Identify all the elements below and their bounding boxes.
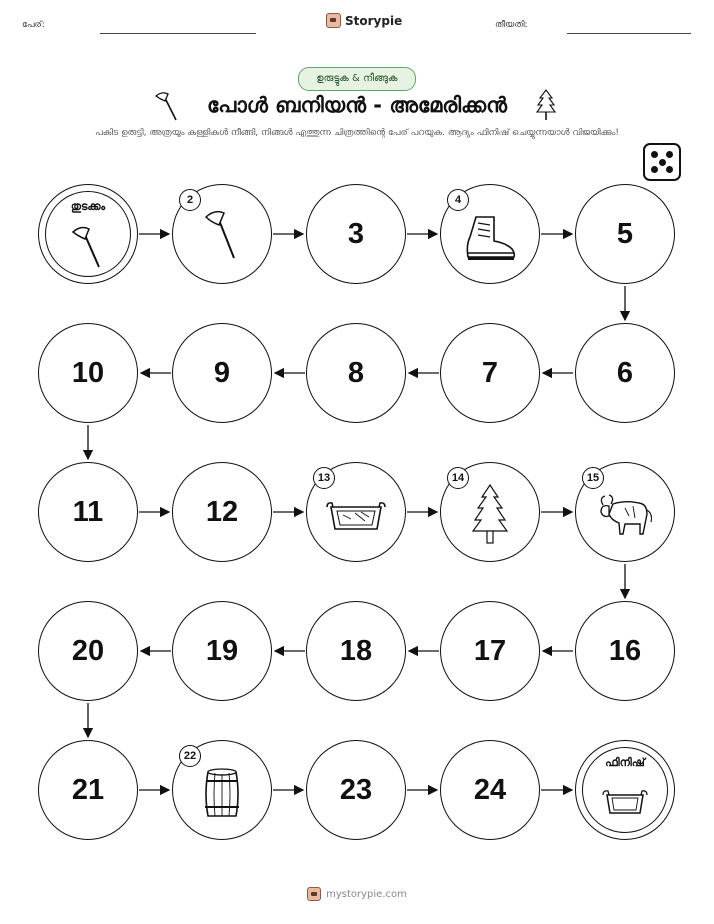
board-space — [172, 184, 272, 284]
space-number: 10 — [71, 356, 105, 389]
axe-icon — [200, 207, 244, 261]
space-number: 12 — [205, 495, 239, 528]
space-number: 24 — [473, 773, 507, 806]
board-space — [38, 601, 138, 701]
storypie-logo-icon — [307, 887, 321, 901]
space-number-badge: 4 — [447, 189, 469, 211]
board-space — [440, 462, 540, 562]
pine-tree-icon — [470, 483, 510, 545]
instructions: പകിട ഉരുട്ടി, അത്രയും കള്ളികൾ നീങ്ങി, നിങ്ങൾ എത്തുന്ന ചിത്രത്തിന്റെ പേര് പറയുക. ആദ്യം ഫിനിഷ് ചെയ്യുന്നയാൾ വിജയിക്കും! — [95, 128, 619, 138]
space-number: 3 — [347, 217, 365, 250]
baking-pan-icon — [325, 497, 387, 535]
space-number: 8 — [347, 356, 365, 389]
space-number: 17 — [473, 634, 507, 667]
axe-icon — [68, 223, 108, 269]
start-label: തുടക്കം — [70, 200, 106, 213]
board-space — [172, 323, 272, 423]
space-number: 9 — [213, 356, 231, 389]
footer-site: mystorypie.com — [326, 888, 407, 900]
board-space — [38, 462, 138, 562]
board-space — [38, 740, 138, 840]
board-space — [440, 601, 540, 701]
space-number: 18 — [339, 634, 373, 667]
space-number: 19 — [205, 634, 239, 667]
space-number: 7 — [481, 356, 499, 389]
start-space — [38, 184, 138, 284]
space-number: 23 — [339, 773, 373, 806]
barrel-icon — [202, 768, 242, 820]
board-space — [575, 184, 675, 284]
space-number: 21 — [71, 773, 105, 806]
name-label: പേര്: — [22, 20, 45, 30]
baking-pan-icon — [602, 787, 648, 817]
space-number-badge: 13 — [313, 467, 335, 489]
space-number: 16 — [608, 634, 642, 667]
finish-space — [575, 740, 675, 840]
brand-name: Storypie — [345, 13, 403, 28]
board-space — [306, 601, 406, 701]
board-space — [440, 740, 540, 840]
board-space — [440, 184, 540, 284]
space-number-badge: 14 — [447, 467, 469, 489]
page-title: പോൾ ബനിയൻ - അമേരിക്കൻ — [206, 93, 508, 117]
space-number: 6 — [616, 356, 634, 389]
board-space — [172, 740, 272, 840]
board-space — [306, 462, 406, 562]
boot-icon — [462, 215, 518, 261]
finish-label: ഫിനിഷ് — [605, 756, 645, 769]
board-space — [306, 184, 406, 284]
board-space — [575, 601, 675, 701]
ox-icon — [595, 494, 655, 538]
board-space — [38, 323, 138, 423]
space-number-badge: 15 — [582, 467, 604, 489]
board-space — [306, 323, 406, 423]
footer — [0, 887, 714, 901]
space-number: 20 — [71, 634, 105, 667]
board-space — [575, 323, 675, 423]
board-space — [172, 462, 272, 562]
roll-move-pill: ഉരുട്ടുക & നീങ്ങുക — [298, 67, 416, 91]
board-space — [440, 323, 540, 423]
board-space — [575, 462, 675, 562]
board-space — [306, 740, 406, 840]
space-number: 11 — [72, 495, 104, 528]
space-number-badge: 22 — [179, 745, 201, 767]
date-label: തീയതി: — [495, 20, 528, 30]
space-number-badge: 2 — [179, 189, 201, 211]
space-number: 5 — [616, 217, 634, 250]
board-space — [172, 601, 272, 701]
